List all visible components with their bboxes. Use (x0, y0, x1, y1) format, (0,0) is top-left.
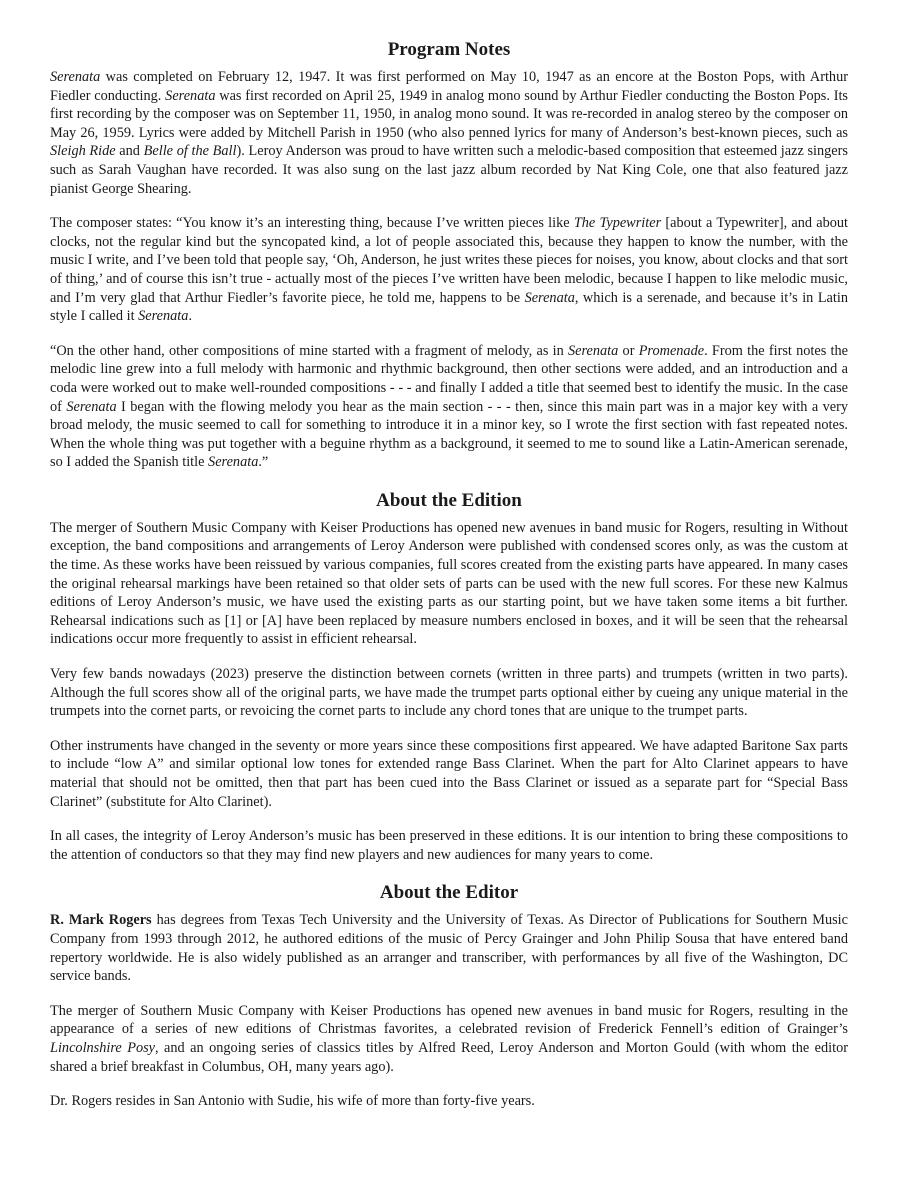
text-run: Dr. Rogers resides in San Antonio with Sudie, his wife of more than forty-five years. (50, 1093, 535, 1110)
text-run: Very few bands nowadays (2023) preserve the distinction between cornets (written in three parts) and trumpets (written in two parts). Although the full scores show all of the original parts, we have made the trumpet parts optional either by cueing any unique material in the trumpets into the cornet parts, or revoicing the cornet parts to include any chord tones that are unique to the trumpet parts. (50, 666, 848, 720)
program-notes-heading: Program Notes (387, 39, 511, 60)
about-edition-paragraph-4 (50, 827, 848, 864)
text-run: , which is a serenade, and because it’s in Latin style I called it (50, 289, 848, 325)
text-run: was first recorded on April 25, 1949 in analog mono sound by Arthur Fiedler conducting the Boston Pops. Its first recording by the composer was on September 11, 1950, in analog mono sound. It was re-recorded in analog stereo by the composer on May 26, 1959. Lyrics were added by Mitchell Parish in 1950 (who also penned lyrics for many of Anderson’s best-known pieces, such as (50, 87, 848, 141)
text-run: The merger of Southern Music Company with Keiser Productions has opened new avenues in band music for Rogers, resulting in Without exception, the band compositions and arrangements of Leroy Anderson were published with condensed scores only, as was the custom at the time. As these works have been reissued by various companies, full scores created from the existing parts have appeared. In many cases the original rehearsal markings have been retained so that older sets of parts can be used with the new full scores. For these new Kalmus editions of Leroy Anderson’s music, we have used the existing parts as our starting point, but we have taken some items a bit further. Rehearsal indications such as [1] or [A] have been replaced by measure numbers enclosed in boxes, and it will be seen that the rehearsal indications occur more frequently to assist in efficient rehearsal. (50, 519, 848, 648)
text-run: ). Leroy Anderson was proud to have written such a melodic-based composition that esteemed jazz singers such as Sarah Vaughan have recorded. It was also sung on the last jazz album recorded by Nat King Cole, one that also featured jazz pianist George Shearing. (50, 143, 848, 197)
bold-name-text: R. Mark Rogers (50, 912, 152, 929)
text-run: [about a Typewriter], and about clocks, not the regular kind but the syncopated kind, a lot of people associated this, because they happen to know the number, with the music I write, and I’ve been told that people say, ‘Oh, Anderson, he just writes these pieces for noises, you know, about clocks and that sort of thing,’ and of course this isn’t true - actually most of the pieces I’ve written have been melodic, because I happen to like melodic music, and I’m very glad that Arthur Fiedler’s favorite piece, he told me, happens to be (50, 215, 848, 306)
about-editor-heading: About the Editor (379, 882, 519, 904)
text-run: .” (258, 454, 269, 471)
program-notes-paragraph-2 (50, 214, 848, 326)
text-run: . (188, 308, 193, 325)
text-run: has degrees from Texas Tech University and the University of Texas. As Director of Publications for Southern Music Company from 1993 through 2012, he authored editions of the music of Percy Grainger and John Philip Sousa that have entered band repertory worldwide. He is also widely published as an arranger and transcriber, with performances by all five of the Washington, DC service bands. (50, 912, 848, 985)
italic-title-text: Serenata (138, 308, 189, 325)
about-edition-heading: About the Edition (376, 489, 522, 511)
italic-title-text: Belle of the Ball (143, 143, 237, 160)
italic-title-text: Serenata (165, 87, 216, 104)
italic-title-text: Serenata (66, 398, 117, 415)
italic-title-text: Serenata (568, 342, 619, 359)
text-run: In all cases, the integrity of Leroy Anderson’s music has been preserved in these editions. It is our intention to bring these compositions to the attention of conductors so that they may find new players and new audiences for many years to come. (50, 828, 848, 863)
program-notes-paragraph-3 (50, 342, 848, 472)
about-editor-paragraph-1 (50, 911, 848, 985)
text-run: The composer states: “You know it’s an interesting thing, because I’ve written pieces like (50, 215, 574, 232)
italic-title-text: Promenade (638, 342, 705, 359)
italic-title-text: Serenata (208, 454, 259, 471)
text-run: , and an ongoing series of classics titles by Alfred Reed, Leroy Anderson and Morton Gould (with whom the editor shared a brief breakfast in Columbus, OH, many years ago). (50, 1039, 848, 1075)
text-run: Other instruments have changed in the seventy or more years since these compositions first appeared. We have adapted Baritone Sax parts to include “low A” and similar optional low tones for extended range Bass Clarinet. When the part for Alto Clarinet appears to have material that should not be omitted, then that part has been cued into the Bass Clarinet or issued as a separate part for “Special Bass Clarinet” (substitute for Alto Clarinet). (50, 737, 848, 810)
program-notes-paragraph-1 (50, 68, 848, 198)
italic-title-text: The Typewriter (573, 215, 662, 232)
text-run: or (618, 342, 639, 359)
about-editor-paragraph-2 (50, 1002, 848, 1076)
text-run: . From the first notes the melodic line grew into a full melody with harmonic and rhythmic background, then other sections were added, and an introduction and a coda were worked out to make well-rounded compositions - - - and finally I added a title that seemed best to identify the music. In the case of (50, 342, 849, 415)
text-run: was completed on February 12, 1947. It was first performed on May 10, 1947 as an encore at the Boston Pops, with Arthur Fiedler conducting. (50, 69, 848, 104)
italic-title-text: Lincolnshire Posy (50, 1039, 156, 1056)
about-edition-paragraph-1 (50, 519, 848, 649)
italic-title-text: Serenata (524, 289, 575, 306)
text-run: The merger of Southern Music Company with Keiser Productions has opened new avenues in band music for Rogers, resulting in the appearance of a series of new editions of Christmas favorites, a celebrated revision of Frederick Fennell’s edition of Grainger’s (50, 1002, 848, 1038)
text-run: and (115, 143, 144, 160)
text-run: “On the other hand, other compositions of mine started with a fragment of melody, as in (50, 342, 568, 359)
about-edition-paragraph-2 (50, 665, 848, 721)
italic-title-text: Sleigh Ride (50, 143, 116, 160)
text-run: I began with the flowing melody you hear as the main section - - - then, since this main part was in a major key with a very broad melody, the music seemed to call for something to introduce it in a minor key, so I wrote the first section with fast repeated notes. When the whole thing was put together with a beguine rhythm as a background, it seemed to me to sound like a Latin-American serenade, so I added the Spanish title (50, 398, 848, 471)
about-edition-paragraph-3 (50, 737, 848, 811)
about-editor-paragraph-3 (50, 1092, 848, 1111)
italic-title-text: Serenata (50, 69, 101, 85)
